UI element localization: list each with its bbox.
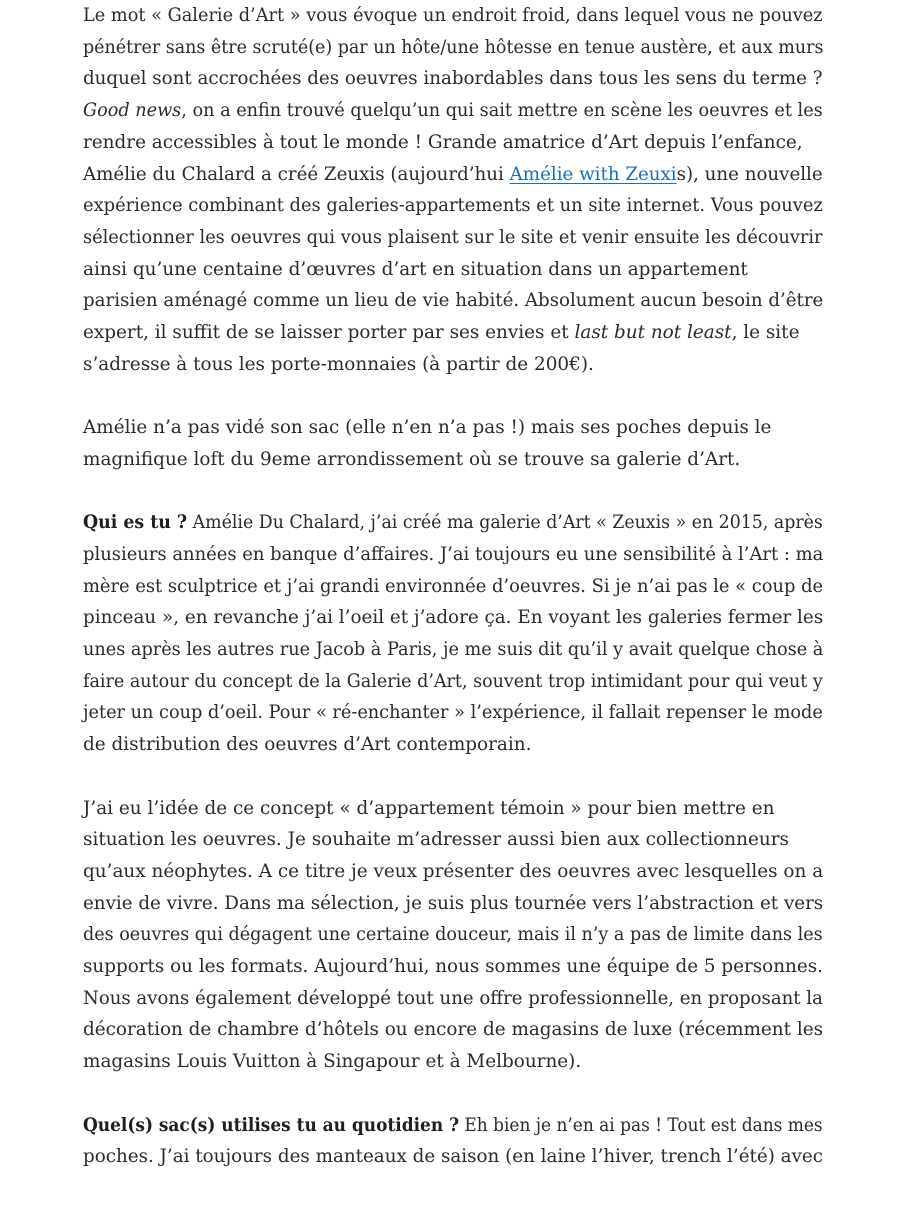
text-line bbox=[83, 95, 823, 127]
text-line bbox=[83, 159, 823, 191]
text-line: supports ou les formats. Aujourd’hui, nous sommes une équipe de 5 personnes. bbox=[83, 956, 823, 978]
text-line: pinceau », en revanche j’ai l’oeil et j’adore ça. En voyant les galeries fermer les bbox=[83, 607, 824, 629]
text-line: sélectionner les oeuvres qui vous plaisent sur le site et venir ensuite les découvrir bbox=[83, 226, 823, 248]
text-line: Nous avons également développé tout une offre professionnelle, en proposant la bbox=[83, 987, 823, 1009]
article-body bbox=[83, 0, 823, 1205]
text-line bbox=[83, 507, 823, 539]
text-fragment: , le site bbox=[731, 322, 800, 344]
text-line: magnifique loft du 9eme arrondissement où se trouve sa galerie d’Art. bbox=[83, 448, 741, 470]
text-line: des oeuvres qui dégagent une certaine douceur, mais il n’y a pas de limite dans les bbox=[83, 924, 823, 946]
emphasis-good-news: Good news bbox=[83, 100, 182, 122]
text-line: plusieurs années en banque d’affaires. J’ai toujours eu une sensibilité à l’Art : ma bbox=[83, 543, 824, 565]
question-bags-paragraph bbox=[83, 1110, 823, 1173]
text-line: situation les oeuvres. Je souhaite m’adresser aussi bien aux collectionneurs bbox=[83, 829, 789, 851]
text-fragment: Eh bien je n’en ai pas ! Tout est dans mes bbox=[459, 1114, 823, 1136]
question-label: Quel(s) sac(s) utilises tu au quotidien ? bbox=[83, 1114, 460, 1136]
text-line: de distribution des oeuvres d’Art contemporain. bbox=[83, 734, 532, 756]
text-fragment: expert, il suffit de se laisser porter par ses envies et bbox=[83, 322, 575, 344]
amelie-with-zeuxis-link[interactable]: Amélie with Zeuxi bbox=[509, 163, 677, 185]
concept-paragraph bbox=[83, 793, 823, 1078]
text-fragment: Amélie Du Chalard, j’ai créé ma galerie d’Art « Zeuxis » en 2015, après bbox=[187, 512, 823, 534]
text-line: magasins Louis Vuitton à Singapour et à Melbourne). bbox=[83, 1051, 582, 1073]
intro-paragraph bbox=[83, 0, 823, 380]
text-line: envie de vivre. Dans ma sélection, je suis plus tournée vers l’abstraction et vers bbox=[83, 892, 824, 914]
question-who-paragraph bbox=[83, 507, 823, 761]
text-line: expérience combinant des galeries-appartements et un site internet. Vous pouvez bbox=[83, 195, 823, 217]
text-line: ainsi qu’une centaine d’œuvres d’art en situation dans un appartement bbox=[83, 258, 748, 280]
summary-paragraph bbox=[83, 412, 823, 475]
text-line bbox=[83, 317, 823, 349]
text-line: rendre accessibles à tout le monde ! Grande amatrice d’Art depuis l’enfance, bbox=[83, 131, 803, 153]
text-line: pénétrer sans être scruté(e) par un hôte/une hôtesse en tenue austère, et aux murs bbox=[83, 36, 824, 58]
text-line: J’ai eu l’idée de ce concept « d’appartement témoin » pour bien mettre en bbox=[83, 797, 775, 819]
text-line: faire autour du concept de la Galerie d’Art, souvent trop intimidant pour qui veut y bbox=[83, 670, 823, 692]
text-line: décoration de chambre d’hôtels ou encore de magasins de luxe (récemment les bbox=[83, 1019, 824, 1041]
text-line bbox=[83, 1110, 823, 1142]
text-line: jeter un coup d’oeil. Pour « ré-enchanter » l’expérience, il fallait repenser le mode bbox=[83, 702, 823, 724]
text-fragment: s), une nouvelle bbox=[676, 163, 823, 185]
text-fragment: , on a enfin trouvé quelqu’un qui sait mettre en scène les oeuvres et les bbox=[181, 100, 823, 122]
text-line: qu’aux néophytes. A ce titre je veux présenter des oeuvres avec lesquelles on a bbox=[83, 860, 824, 882]
emphasis-last-but-not-least: last but not least bbox=[574, 322, 732, 344]
question-label: Qui es tu ? bbox=[83, 512, 188, 534]
text-line: s’adresse à tous les porte-monnaies (à partir de 200€). bbox=[83, 353, 594, 375]
text-fragment: Amélie du Chalard a créé Zeuxis (aujourd’hui bbox=[83, 163, 510, 185]
text-line: mère est sculptrice et j’ai grandi environnée d’oeuvres. Si je n’ai pas le « coup de bbox=[83, 575, 824, 597]
text-line: parisien aménagé comme un lieu de vie habité. Absolument aucun besoin d’être bbox=[83, 290, 824, 312]
text-line: Amélie n’a pas vidé son sac (elle n’en n’a pas !) mais ses poches depuis le bbox=[83, 417, 772, 439]
text-line: duquel sont accrochées des oeuvres inabordables dans tous les sens du terme ? bbox=[83, 68, 823, 90]
text-line: Le mot « Galerie d’Art » vous évoque un endroit froid, dans lequel vous ne pouvez bbox=[83, 5, 823, 26]
text-line: poches. J’ai toujours des manteaux de saison (en laine l’hiver, trench l’été) avec bbox=[83, 1146, 823, 1168]
text-line: unes après les autres rue Jacob à Paris, je me suis dit qu’il y avait quelque chose à bbox=[83, 639, 824, 661]
